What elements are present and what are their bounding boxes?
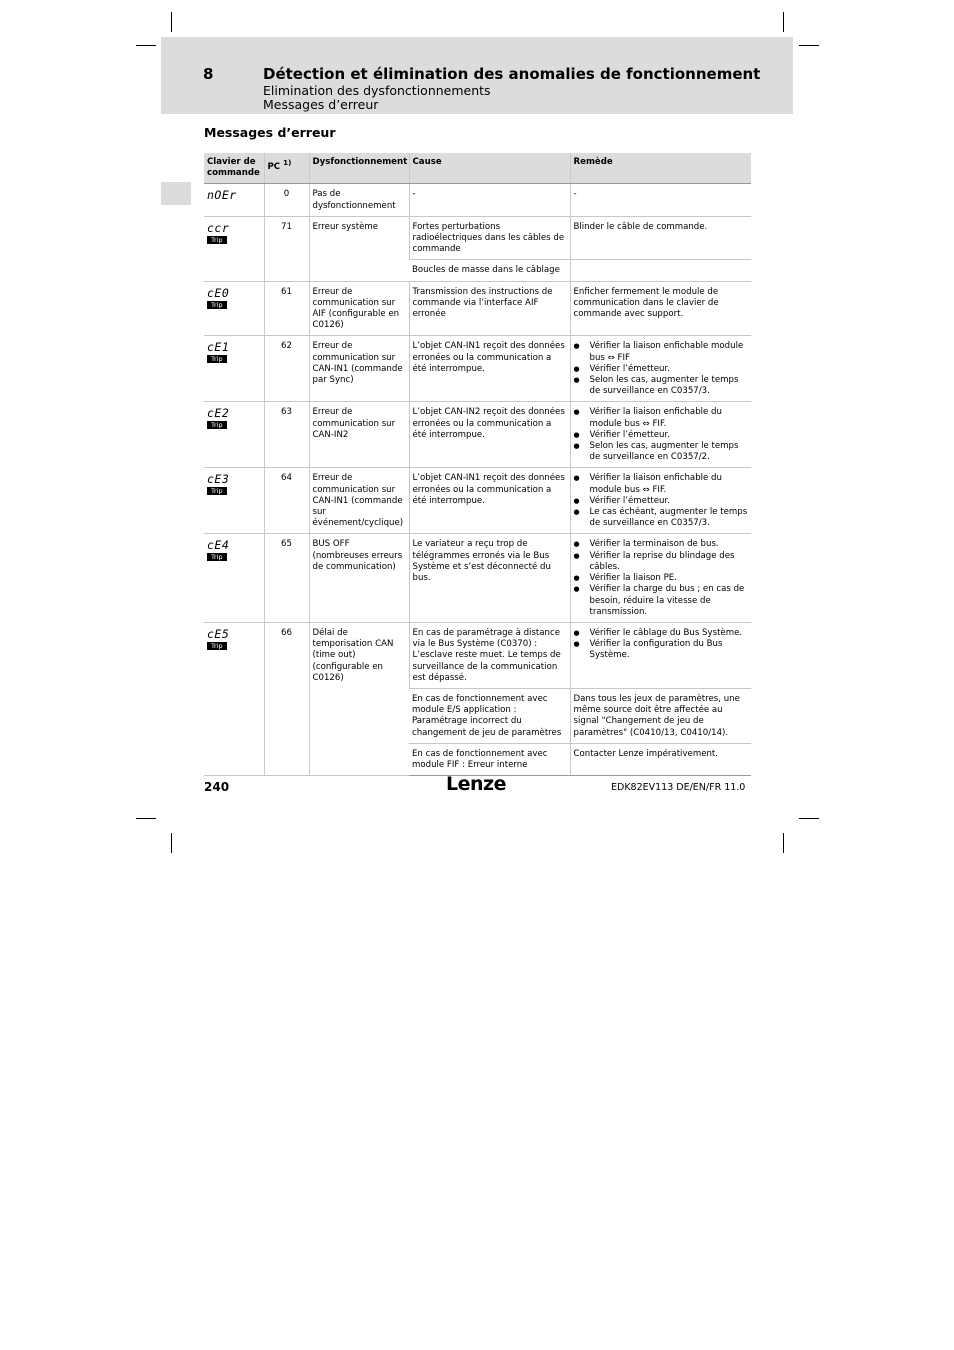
cell-pc: 71 xyxy=(264,216,309,281)
cell-remedy-empty xyxy=(570,260,751,281)
list-item: ● Le cas échéant, augmenter le temps de surveillance en C0357/3. xyxy=(574,507,749,529)
cell-cause: Boucles de masse dans le câblage xyxy=(409,260,570,281)
col-header-remedy: Remède xyxy=(570,153,751,184)
crop-mark xyxy=(171,833,172,853)
chapter-title: Détection et élimination des anomalies de fonctionnement xyxy=(263,65,761,83)
trip-badge: Trip xyxy=(207,487,227,495)
cell-cause: En cas de fonctionnement avec module E/S application : Paramétrage incorrect du changement de jeu de paramètres xyxy=(409,688,570,743)
table-row xyxy=(204,216,751,260)
remedy-list xyxy=(574,407,749,463)
cell-malfunction: BUS OFF (nombreuses erreurs de communication) xyxy=(309,534,409,622)
list-item: ● Vérifier la charge du bus ; en cas de besoin, réduire la vitesse de transmission. xyxy=(574,584,749,618)
error-code: cE4 xyxy=(207,538,230,553)
cell-cause: Le variateur a reçu trop de télégrammes erronés via le Bus Système et s’est déconnecté du bus. xyxy=(409,534,570,622)
cell-malfunction: Erreur de communication sur CAN-IN2 xyxy=(309,402,409,468)
table-row xyxy=(204,468,751,534)
list-item: ● Vérifier la configuration du Bus Système. xyxy=(574,639,749,661)
side-tab-marker xyxy=(161,182,191,205)
cell-pc: 62 xyxy=(264,336,309,402)
crop-mark xyxy=(799,818,819,819)
error-code: ccr xyxy=(207,220,230,235)
cell-malfunction: Pas de dysfonctionnement xyxy=(309,184,409,216)
cell-code xyxy=(204,281,264,336)
subtitle-1: Elimination des dysfonctionnements xyxy=(263,83,491,98)
pc-footnote: 1) xyxy=(283,158,292,167)
cell-code xyxy=(204,402,264,468)
error-code: cE0 xyxy=(207,285,230,300)
cell-cause: L’objet CAN-IN1 reçoit des données erronées ou la communication a été interrompue. xyxy=(409,468,570,534)
list-item: ● Vérifier la liaison enfichable du module bus ⇔ FIF. xyxy=(574,407,749,429)
cell-remedy: Dans tous les jeux de paramètres, une même source doit être affectée au signal "Changement de jeu de paramètres" (C0410/13, C0410/14). xyxy=(570,688,751,743)
trip-badge: Trip xyxy=(207,355,227,363)
crop-mark xyxy=(136,45,156,46)
table-row xyxy=(204,336,751,402)
cell-remedy: Enficher fermement le module de communication dans le clavier de commande avec support. xyxy=(570,281,751,336)
cell-cause: - xyxy=(409,184,570,216)
crop-mark xyxy=(171,12,172,32)
remedy-list xyxy=(574,539,749,617)
list-item: ● Selon les cas, augmenter le temps de surveillance en C0357/3. xyxy=(574,375,749,397)
col-header-cause: Cause xyxy=(409,153,570,184)
cell-pc: 63 xyxy=(264,402,309,468)
remedy-list xyxy=(574,628,749,662)
col-header-pc-label: PC xyxy=(267,161,281,172)
cell-code xyxy=(204,468,264,534)
table-row xyxy=(204,402,751,468)
table-row xyxy=(204,622,751,688)
crop-mark xyxy=(783,12,784,32)
crop-mark xyxy=(799,45,819,46)
document-reference: EDK82EV113 DE/EN/FR 11.0 xyxy=(611,782,746,793)
trip-badge: Trip xyxy=(207,236,227,244)
col-header-keypad: Clavier de commande xyxy=(204,153,264,184)
lenze-logo: Lenze xyxy=(446,773,506,795)
crop-mark xyxy=(783,833,784,853)
cell-cause: En cas de fonctionnement avec module FIF : Erreur interne xyxy=(409,743,570,775)
cell-remedy: Contacter Lenze impérativement. xyxy=(570,743,751,775)
error-code: cE2 xyxy=(207,406,230,421)
chapter-number: 8 xyxy=(203,65,214,83)
list-item: ● Vérifier l’émetteur. xyxy=(574,496,749,507)
cell-code xyxy=(204,534,264,622)
cell-malfunction: Erreur de communication sur CAN-IN1 (commande par Sync) xyxy=(309,336,409,402)
cell-code xyxy=(204,184,264,216)
cell-code xyxy=(204,216,264,281)
list-item: ● Vérifier l’émetteur. xyxy=(574,430,749,441)
cell-malfunction: Erreur de communication sur CAN-IN1 (commande sur événement/cyclique) xyxy=(309,468,409,534)
cell-remedy xyxy=(570,622,751,688)
list-item: ● Vérifier la terminaison de bus. xyxy=(574,539,749,550)
table-row xyxy=(204,534,751,622)
error-code: cE3 xyxy=(207,472,230,487)
cell-remedy: - xyxy=(570,184,751,216)
list-item: ● Vérifier le câblage du Bus Système. xyxy=(574,628,749,639)
error-code: cE5 xyxy=(207,626,230,641)
error-messages-table xyxy=(204,153,751,776)
list-item: ● Vérifier la reprise du blindage des câbles. xyxy=(574,551,749,573)
error-code: cE1 xyxy=(207,340,230,355)
cell-cause: L’objet CAN-IN1 reçoit des données erronées ou la communication a été interrompue. xyxy=(409,336,570,402)
list-item: ● Vérifier la liaison PE. xyxy=(574,573,749,584)
cell-remedy xyxy=(570,402,751,468)
cell-malfunction: Délai de temporisation CAN (time out) (configurable en C0126) xyxy=(309,622,409,775)
cell-pc: 61 xyxy=(264,281,309,336)
remedy-list xyxy=(574,473,749,529)
cell-remedy xyxy=(570,468,751,534)
col-header-malfunction: Dysfonctionnement xyxy=(309,153,409,184)
section-title: Messages d’erreur xyxy=(204,125,336,140)
table-row xyxy=(204,281,751,336)
col-header-pc xyxy=(264,153,309,184)
table-header-row xyxy=(204,153,751,184)
table-row xyxy=(204,184,751,216)
crop-mark xyxy=(136,818,156,819)
trip-badge: Trip xyxy=(207,301,227,309)
cell-cause: En cas de paramétrage à distance via le Bus Système (C0370) : L’esclave reste muet. Le temps de surveillance de la communication est dépassé. xyxy=(409,622,570,688)
trip-badge: Trip xyxy=(207,553,227,561)
list-item: ● Vérifier la liaison enfichable du module bus ⇔ FIF. xyxy=(574,473,749,495)
list-item: ● Vérifier l’émetteur. xyxy=(574,364,749,375)
cell-cause: Transmission des instructions de commande via l’interface AIF erronée xyxy=(409,281,570,336)
cell-code xyxy=(204,622,264,775)
list-item: ● Selon les cas, augmenter le temps de surveillance en C0357/2. xyxy=(574,441,749,463)
remedy-list xyxy=(574,341,749,397)
cell-pc: 65 xyxy=(264,534,309,622)
list-item: ● Vérifier la liaison enfichable module bus ⇔ FIF xyxy=(574,341,749,363)
cell-remedy xyxy=(570,534,751,622)
subtitle-2: Messages d’erreur xyxy=(263,97,379,112)
cell-cause: Fortes perturbations radioélectriques dans les câbles de commande xyxy=(409,216,570,260)
cell-malfunction: Erreur système xyxy=(309,216,409,281)
cell-pc: 0 xyxy=(264,184,309,216)
error-code: nOEr xyxy=(207,188,237,203)
trip-badge: Trip xyxy=(207,642,227,650)
page-number: 240 xyxy=(204,780,230,794)
cell-remedy: Blinder le câble de commande. xyxy=(570,216,751,260)
trip-badge: Trip xyxy=(207,421,227,429)
cell-pc: 66 xyxy=(264,622,309,775)
cell-code xyxy=(204,336,264,402)
cell-remedy xyxy=(570,336,751,402)
cell-malfunction: Erreur de communication sur AIF (configurable en C0126) xyxy=(309,281,409,336)
cell-cause: L’objet CAN-IN2 reçoit des données erronées ou la communication a été interrompue. xyxy=(409,402,570,468)
cell-pc: 64 xyxy=(264,468,309,534)
